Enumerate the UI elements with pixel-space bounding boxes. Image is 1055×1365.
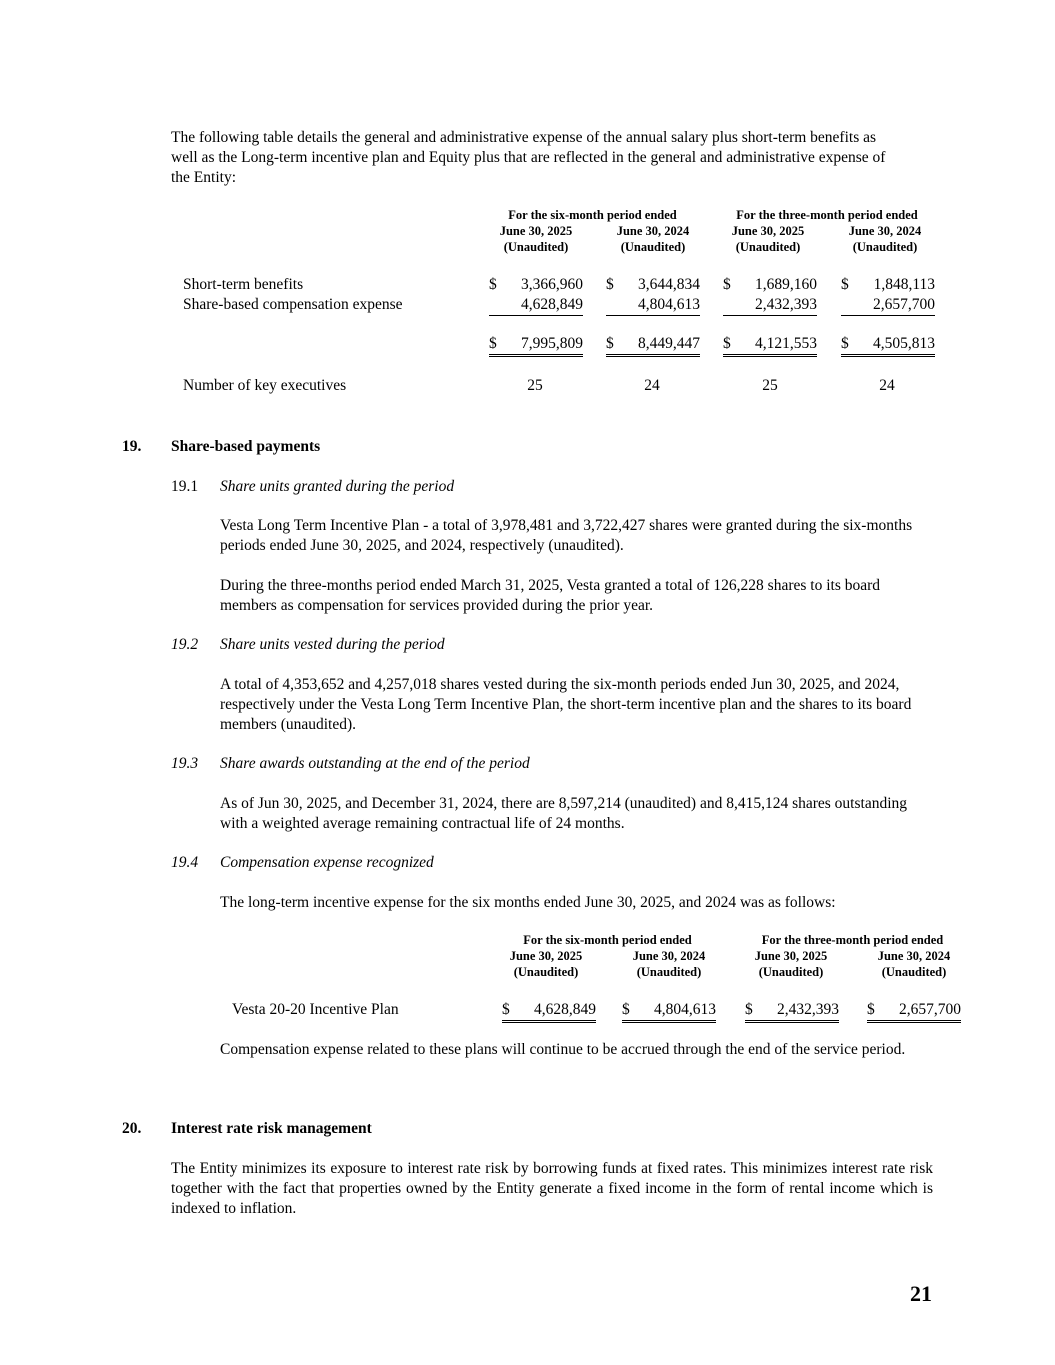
sub19-4-number: 19.4 [171, 854, 199, 871]
table1-total-cell: $ 4,121,553 [723, 334, 817, 357]
sub19-2-para: A total of 4,353,652 and 4,257,018 shares vested during the six-month periods ended Jun 30, 2025, and 2024, respectively under the Vesta Long Term Incentive Plan, the short-term incentive plan and the shares to its board members (unaudited). [220, 676, 912, 733]
page-number: 21 [910, 1281, 932, 1306]
table2-cell: $ 2,432,393 [745, 1000, 839, 1023]
table1-col2-date: June 30, 2024 [616, 224, 690, 238]
sub19-4-title: Compensation expense recognized [220, 854, 434, 871]
table2-cell: $ 2,657,700 [867, 1000, 961, 1023]
table1-cell: $ 3,366,960 [489, 276, 583, 293]
sub19-3-para: As of Jun 30, 2025, and December 31, 2024, there are 8,597,214 (unaudited) and 8,415,124 shares outstanding with a weighted average remaining contractual life of 24 months. [220, 795, 908, 832]
table1-executives-label: Number of key executives [183, 377, 347, 394]
table1-total-cell: $ 7,995,809 [489, 334, 583, 357]
table1-col4-status: (Unaudited) [852, 240, 918, 254]
table1-header-three-month: For the three-month period ended [736, 208, 918, 222]
sub19-1-title: Share units granted during the period [220, 478, 455, 495]
table2-cell: $ 4,804,613 [622, 1000, 716, 1023]
table2-col3-status: (Unaudited) [758, 965, 824, 979]
table1-col3-date: June 30, 2025 [731, 224, 805, 238]
sub19-4-closing: Compensation expense related to these plans will continue to be accrued through the end of the service period. [220, 1041, 906, 1058]
section19-title: Share-based payments [171, 438, 321, 455]
table1-total-cell: $ 8,449,447 [606, 334, 700, 357]
table2-col2-date: June 30, 2024 [632, 949, 706, 963]
table1-executives-value: 25 [527, 377, 543, 394]
table1-col3-status: (Unaudited) [735, 240, 801, 254]
intro-paragraph: The following table details the general and administrative expense of the annual salary plus short-term benefits as well as the Long-term incentive plan and Equity plus that are reflected in the general and administrative expense of the Entity: [171, 129, 886, 186]
table2-col1-date: June 30, 2025 [509, 949, 583, 963]
table1-cell: 4,628,849 [489, 295, 583, 316]
sub19-3-number: 19.3 [171, 755, 199, 772]
sub19-1-para1: Vesta Long Term Incentive Plan - a total of 3,978,481 and 3,722,427 shares were granted during the six-months periods ended June 30, 2025, and 2024, respectively (unaudited). [220, 517, 913, 554]
table1-col1-status: (Unaudited) [503, 240, 569, 254]
section20-number: 20. [122, 1120, 142, 1137]
table1-cell: 4,804,613 [606, 295, 700, 316]
table1-executives-value: 25 [762, 377, 778, 394]
table2-header-six-month: For the six-month period ended [523, 933, 692, 947]
table1-executives-value: 24 [879, 377, 895, 394]
table1-col4-date: June 30, 2024 [848, 224, 922, 238]
table1-col1-date: June 30, 2025 [499, 224, 573, 238]
table2-col3-date: June 30, 2025 [754, 949, 828, 963]
table1-cell: $ 1,689,160 [723, 276, 817, 293]
table2-col2-status: (Unaudited) [636, 965, 702, 979]
sub19-1-number: 19.1 [171, 478, 199, 495]
table1-header-six-month: For the six-month period ended [508, 208, 677, 222]
table2-col4-date: June 30, 2024 [877, 949, 951, 963]
table1-cell: 2,432,393 [723, 295, 817, 316]
sub19-2-number: 19.2 [171, 636, 199, 653]
table1-col2-status: (Unaudited) [620, 240, 686, 254]
table2-header-three-month: For the three-month period ended [761, 933, 944, 947]
table1-row-label: Share-based compensation expense [183, 296, 403, 313]
section20-title: Interest rate risk management [171, 1120, 372, 1137]
table2-col4-status: (Unaudited) [881, 965, 947, 979]
table2-cell: $ 4,628,849 [502, 1000, 596, 1023]
table2-col1-status: (Unaudited) [513, 965, 579, 979]
table1-row-label: Short-term benefits [183, 276, 304, 293]
section20-para: The Entity minimizes its exposure to interest rate risk by borrowing funds at fixed rates. This minimizes interest rate risk together with the fact that properties owned by the Entity generate a fixed income in the form of rental income which is indexed to inflation. [171, 1160, 933, 1217]
table1-total-cell: $ 4,505,813 [841, 334, 935, 357]
table2-row-label: Vesta 20-20 Incentive Plan [232, 1001, 399, 1018]
table1-cell: $ 1,848,113 [841, 276, 935, 293]
sub19-2-title: Share units vested during the period [220, 636, 445, 653]
section19-number: 19. [122, 438, 142, 455]
table1-cell: $ 3,644,834 [606, 276, 700, 293]
table1-cell: 2,657,700 [841, 295, 935, 316]
sub19-3-title: Share awards outstanding at the end of the period [220, 755, 530, 772]
sub19-1-para2: During the three-months period ended March 31, 2025, Vesta granted a total of 126,228 shares to its board members as compensation for services provided during the prior year. [220, 577, 881, 614]
sub19-4-para: The long-term incentive expense for the six months ended June 30, 2025, and 2024 was as follows: [220, 894, 836, 911]
table1-executives-value: 24 [644, 377, 660, 394]
